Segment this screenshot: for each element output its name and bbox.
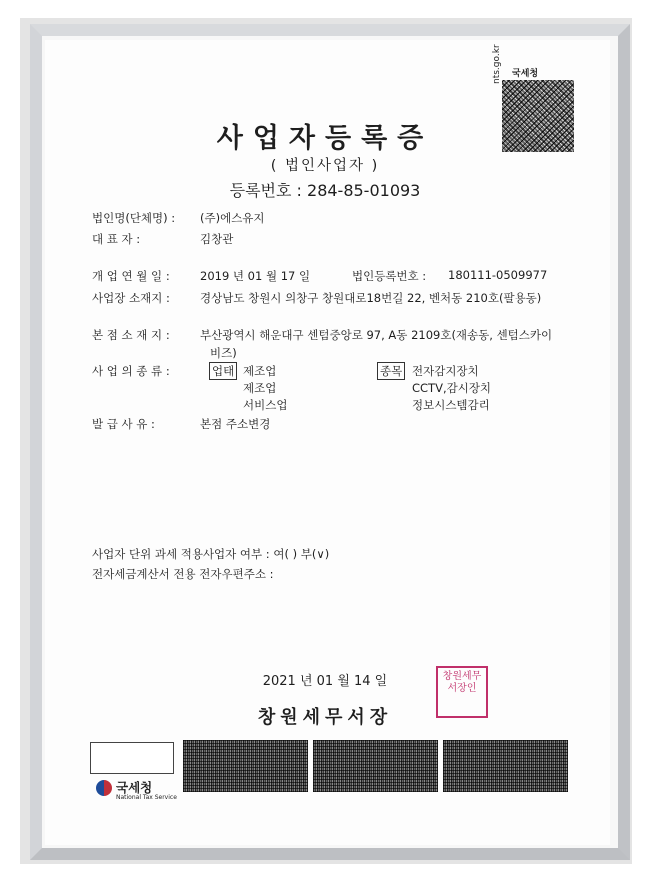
nts-logo-text: 국세청 [116, 780, 153, 795]
site-value: 경상남도 창원시 의창구 창원대로18번길 22, 벤처동 210호(팔용동) [200, 291, 542, 305]
certificate-title: 사업자등록증 [216, 123, 434, 154]
nts-logo-subtext: National Tax Service [116, 794, 177, 801]
business-item: 제조업 [243, 381, 277, 395]
security-pattern [443, 740, 568, 792]
hq-label: 본 점 소 재 지 : [92, 328, 170, 342]
hq-value-line1: 부산광역시 해운대구 센텀중앙로 97, A동 2109호(재송동, 센텀스카이 [200, 328, 553, 342]
opening-date-label: 개 업 연 월 일 : [92, 269, 170, 283]
category-tag: 종목 [377, 362, 405, 380]
representative-label: 대 표 자 : [92, 232, 141, 246]
nts-badge: 국세청 [512, 69, 539, 79]
site-label: 사업장 소재지 : [92, 291, 170, 305]
corp-reg-label: 법인등록번호 : [352, 269, 427, 283]
security-pattern [183, 740, 308, 792]
business-type-label: 사 업 의 종 류 : [92, 364, 170, 378]
security-pattern [313, 740, 438, 792]
business-tag: 업태 [209, 362, 237, 380]
issue-reason-label: 발 급 사 유 : [92, 417, 155, 431]
representative-value: 김창관 [200, 232, 234, 246]
category-item: CCTV,감시장치 [412, 381, 492, 395]
issue-reason-value: 본점 주소변경 [200, 417, 271, 431]
hq-value-line2: 비즈) [210, 346, 237, 360]
corp-name-label: 법인명(단체명) : [92, 211, 176, 225]
nts-logo-icon [96, 780, 112, 796]
category-item: 정보시스템감리 [412, 398, 490, 412]
corp-reg-value: 180111-0509977 [448, 268, 548, 282]
blank-box [90, 742, 174, 774]
business-item: 서비스업 [243, 398, 288, 412]
corp-name-value: (주)에스유지 [200, 211, 265, 225]
tax-office: 창원세무서장 [257, 707, 393, 728]
issue-date: 2021 년 01 월 14 일 [262, 674, 388, 689]
registration-number: 등록번호 : 284-85-01093 [229, 181, 421, 200]
simplified-tax-line: 사업자 단위 과세 적용사업자 여부 : 여( ) 부(∨) [92, 547, 330, 561]
nts-url: nts.go.kr [492, 44, 502, 84]
category-item: 전자감지장치 [412, 364, 479, 378]
opening-date-value: 2019 년 01 월 17 일 [200, 269, 311, 283]
business-item: 제조업 [243, 364, 277, 378]
official-seal: 창원세무서장인 [436, 666, 488, 718]
certificate-subtitle: ( 법인사업자 ) [270, 158, 380, 174]
email-line: 전자세금계산서 전용 전자우편주소 : [92, 567, 274, 581]
